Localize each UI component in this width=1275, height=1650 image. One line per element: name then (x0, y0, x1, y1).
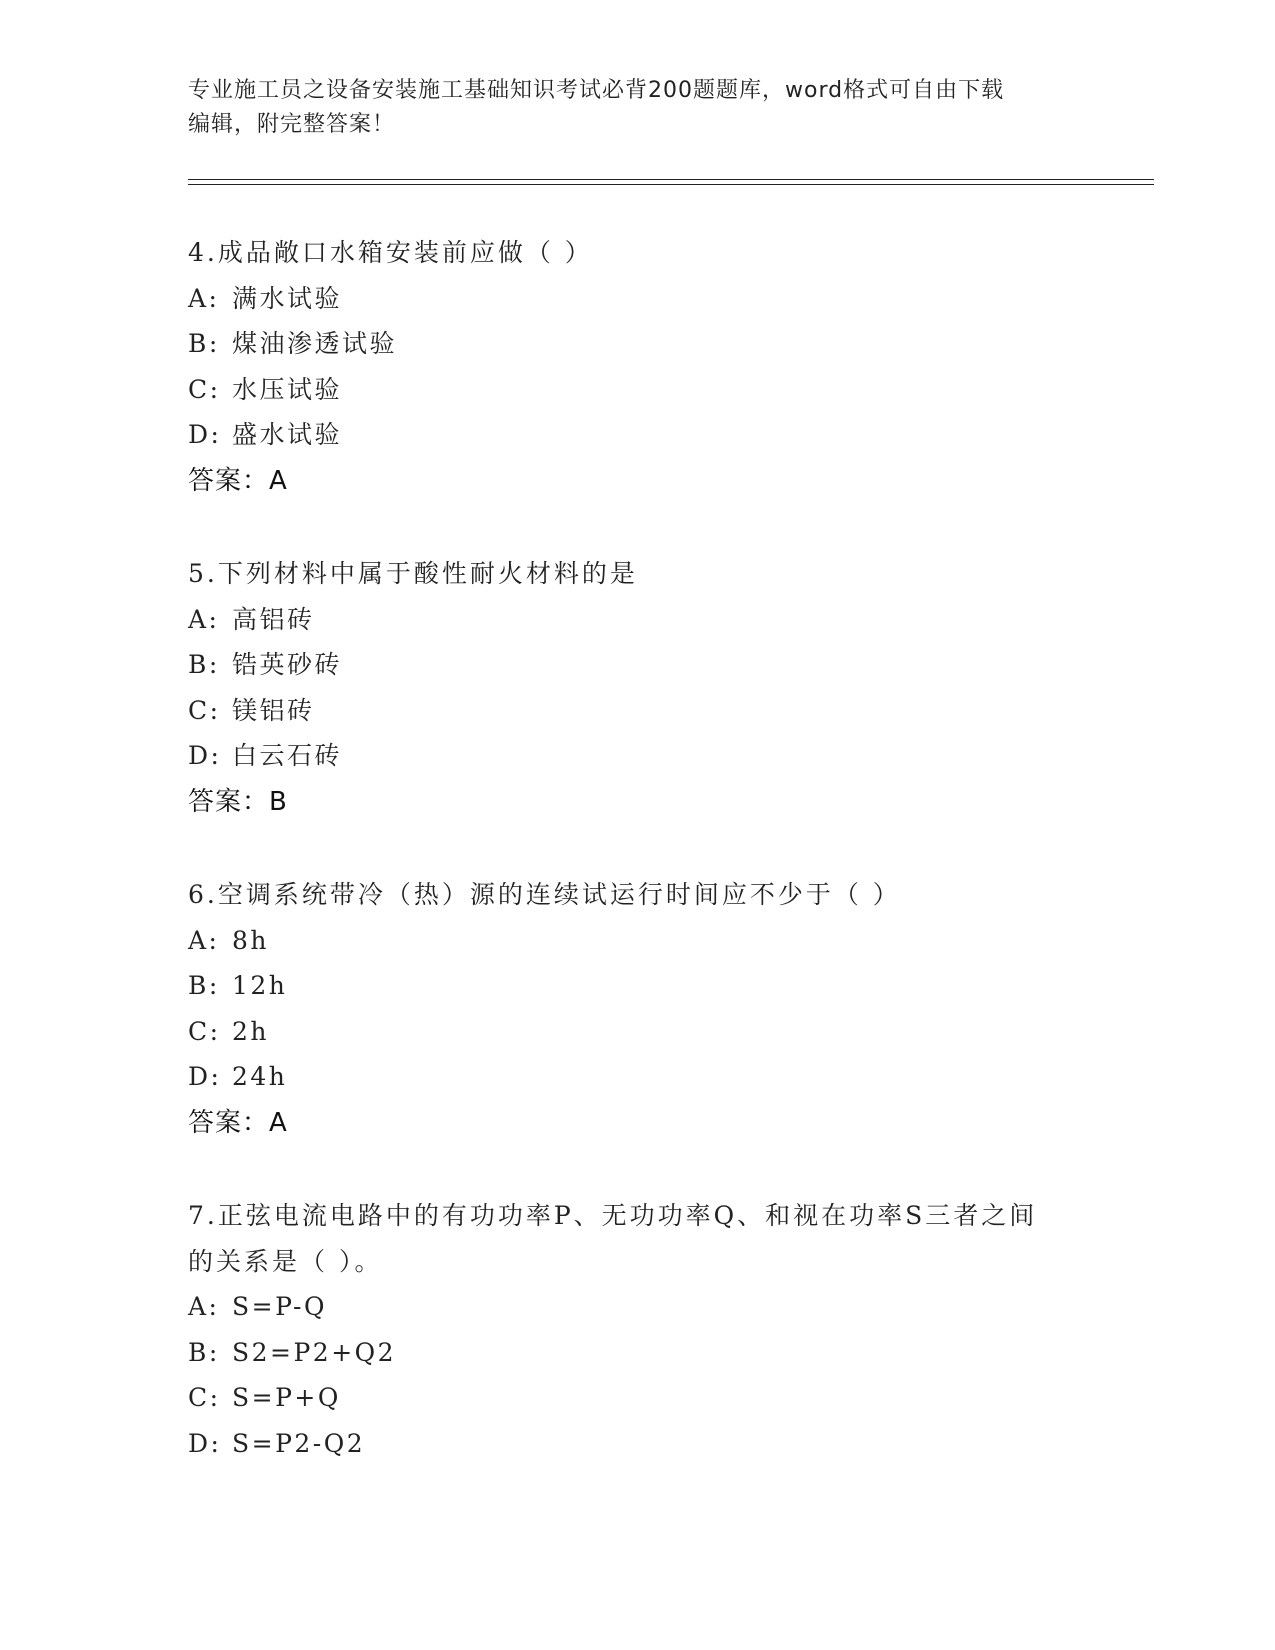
answer-line: 答案：A (188, 1107, 288, 1138)
option-d (188, 412, 1088, 458)
header-divider-top (188, 179, 1154, 180)
option-text: 盛水试验 (232, 420, 343, 449)
option-a (188, 276, 1088, 322)
question-stem: 6.空调系统带冷（热）源的连续试运行时间应不少于（ ） (188, 880, 901, 909)
option-label: B: (188, 1337, 220, 1367)
option-label: C: (188, 374, 221, 404)
option-text: 锆英砂砖 (232, 650, 343, 679)
header-title-line1: 专业施工员之设备安装施工基础知识考试必背200题题库，word格式可自由下载 (188, 78, 1005, 103)
option-label: B: (188, 650, 220, 679)
option-b (188, 642, 1088, 688)
option-d (188, 733, 1088, 779)
question-stem: 5.下列材料中属于酸性耐火材料的是 (188, 559, 638, 588)
question-block (188, 872, 1088, 1146)
option-label: D: (188, 1428, 222, 1458)
option-label: C: (188, 695, 221, 725)
question-block (188, 230, 1088, 504)
question-block (188, 551, 1088, 825)
option-a (188, 918, 1088, 964)
option-text: 12h (232, 971, 288, 1000)
header-divider-bottom (188, 184, 1154, 185)
option-b (188, 963, 1088, 1009)
option-label: B: (188, 971, 220, 1000)
option-text: 煤油渗透试验 (232, 329, 398, 358)
option-text: 满水试验 (232, 283, 343, 313)
question-block (188, 1193, 1088, 1466)
option-c (188, 367, 1088, 413)
option-label: A: (188, 604, 220, 634)
option-text: 白云石砖 (232, 741, 343, 770)
answer-line: 答案：A (188, 465, 288, 496)
option-d (188, 1054, 1088, 1100)
header-title-line2: 编辑，附完整答案！ (188, 112, 396, 137)
option-text: 高铝砖 (232, 604, 315, 634)
option-text: 镁铝砖 (232, 695, 315, 725)
option-b (188, 321, 1088, 367)
option-b (188, 1330, 1088, 1376)
option-label: A: (188, 925, 220, 955)
option-label: B: (188, 329, 220, 358)
option-a (188, 1284, 1088, 1330)
option-c (188, 1375, 1088, 1421)
option-text: 24h (232, 1062, 288, 1091)
option-label: A: (188, 1292, 220, 1321)
option-c (188, 688, 1088, 734)
document-header (188, 74, 1068, 142)
option-text: S=P-Q (232, 1292, 327, 1321)
question-stem: 7.正弦电流电路中的有功功率P、无功功率Q、和视在功率S三者之间 (188, 1201, 1038, 1230)
option-text: S2=P2+Q2 (232, 1337, 397, 1367)
option-d (188, 1421, 1088, 1467)
option-label: D: (188, 741, 222, 770)
option-text: S=P2-Q2 (232, 1428, 366, 1458)
option-text: 2h (232, 1016, 270, 1046)
option-c (188, 1009, 1088, 1055)
option-label: A: (188, 283, 220, 313)
option-label: C: (188, 1016, 221, 1046)
option-label: C: (188, 1383, 221, 1412)
option-text: S=P+Q (232, 1383, 341, 1412)
option-text: 水压试验 (232, 374, 343, 404)
option-a (188, 597, 1088, 643)
option-label: D: (188, 1062, 222, 1091)
question-stem-continued: 的关系是（ ）。 (188, 1246, 383, 1276)
option-label: D: (188, 420, 222, 449)
answer-line: 答案：B (188, 786, 288, 817)
option-text: 8h (232, 925, 270, 955)
question-stem: 4.成品敞口水箱安装前应做（ ） (188, 238, 593, 267)
